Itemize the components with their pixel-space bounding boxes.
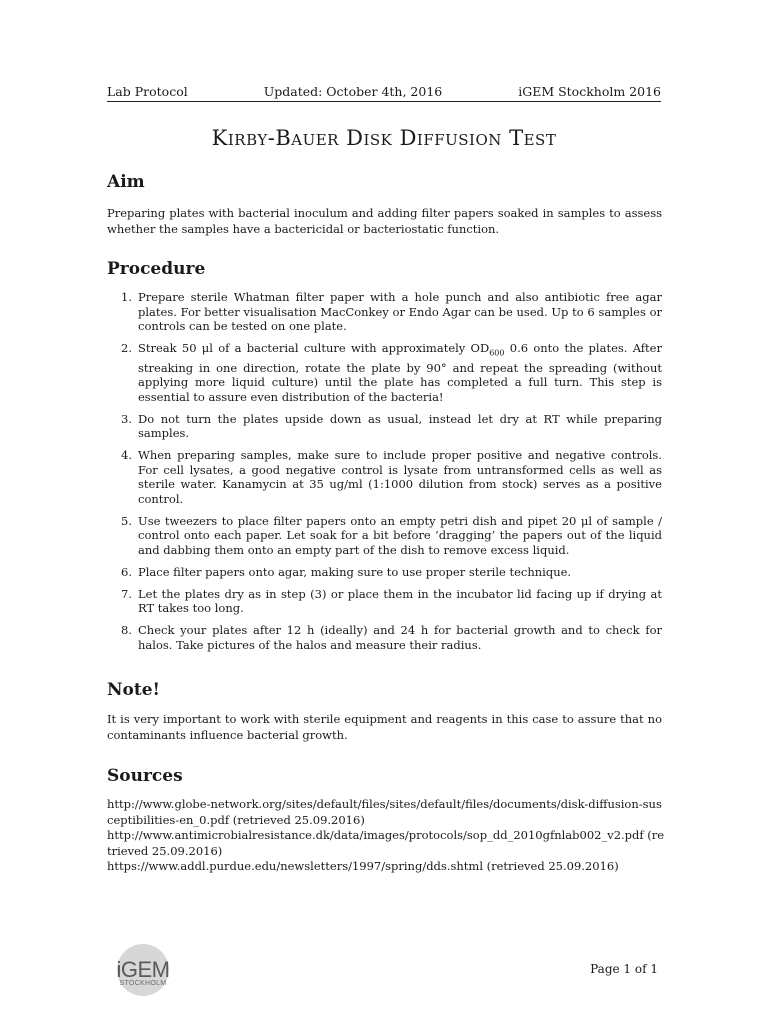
source-link[interactable]: http://www.globe-network.org/sites/default/files/sites/default/files/documents/disk-diffusion-susceptibilities-en_0.pdf (retrieved 25.09.2016) (107, 797, 662, 827)
od-subscript: 600 (489, 348, 505, 358)
procedure-step (107, 587, 662, 616)
step-text-part: 0.6 onto the plates. After streaking in one direction, rotate the plate by 90° and repeat the spreading (without applying more liquid culture) until the plate has completed a full turn. This step is essential to assure even distribution of the bacteria! (138, 341, 662, 404)
procedure-step (107, 565, 662, 580)
procedure-step (107, 623, 662, 652)
procedure-heading: Procedure (107, 259, 206, 279)
step-number: 1. (121, 290, 132, 304)
page-number: Page 1 of 1 (590, 962, 658, 976)
page-header (107, 81, 661, 99)
step-text: Prepare sterile Whatman filter paper with a hole punch and also antibiotic free agar plates. For better visualisation MacConkey or Endo Agar can be used. Up to 6 samples or controls can be tested on one plate. (138, 290, 662, 333)
step-text: When preparing samples, make sure to include proper positive and negative controls. For cell lysates, a good negative control is lysate from untransformed cells as well as sterile water. Kanamycin at 35 ug/ml (1:1000 dilution from stock) serves as a positive control. (138, 448, 662, 506)
step-number: 8. (121, 623, 132, 638)
procedure-step (107, 448, 662, 506)
header-left: Lab Protocol (107, 84, 188, 99)
step-text: Check your plates after 12 h (ideally) and 24 h for bacterial growth and to check for halos. Take pictures of the halos and measure their radius. (138, 623, 662, 652)
aim-heading: Aim (107, 172, 145, 192)
document-title: Kirby-Bauer Disk Diffusion Test (211, 126, 557, 150)
procedure-step (107, 341, 662, 404)
procedure-step (107, 412, 662, 441)
header-right: iGEM Stockholm 2016 (518, 84, 661, 99)
igem-stockholm-logo (115, 944, 171, 1000)
header-center: Updated: October 4th, 2016 (263, 84, 443, 99)
procedure-steps (107, 290, 662, 660)
logo-wordmark: iGEM (116, 957, 170, 982)
procedure-step (107, 290, 662, 334)
procedure-step (107, 514, 662, 558)
step-number: 3. (121, 411, 132, 426)
step-text: Let the plates dry as in step (3) or place them in the incubator lid facing up if drying at RT takes too long. (138, 586, 662, 616)
source-link[interactable]: http://www.antimicrobialresistance.dk/data/images/protocols/sop_dd_2010gfnlab002_v2.pdf (retrieved 25.09.2016) (107, 828, 665, 858)
sources-list (107, 797, 667, 875)
step-text: Use tweezers to place filter papers onto an empty petri dish and pipet 20 μl of sample / control onto each paper. Let soak for a bit before ‘dragging’ the papers out of the liquid and dabbing them onto an empty part of the dish to remove excess liquid. (138, 513, 662, 557)
logo-subtitle: STOCKHOLM (119, 980, 167, 987)
header-rule (107, 101, 661, 102)
note-text: It is very important to work with sterile equipment and reagents in this case to assure that no contaminants influence bacterial growth. (107, 712, 662, 742)
step-number: 5. (121, 513, 132, 528)
aim-text: Preparing plates with bacterial inoculum and adding filter papers soaked in samples to assess whether the samples have a bactericidal or bacteriostatic function. (107, 206, 662, 236)
step-text: Place filter papers onto agar, making sure to use proper sterile technique. (138, 564, 572, 579)
step-text-part: Streak 50 μl of a bacterial culture with approximately OD (138, 341, 490, 355)
step-number: 6. (121, 564, 132, 579)
step-number: 7. (121, 586, 132, 601)
source-link[interactable]: https://www.addl.purdue.edu/newsletters/1997/spring/dds.shtml (retrieved 25.09.2016) (107, 859, 619, 873)
sources-heading: Sources (107, 766, 183, 786)
step-number: 2. (121, 341, 132, 355)
step-text: Do not turn the plates upside down as usual, instead let dry at RT while preparing samples. (138, 411, 662, 441)
step-text (138, 341, 662, 404)
step-number: 4. (121, 448, 132, 463)
note-heading: Note! (107, 680, 161, 700)
